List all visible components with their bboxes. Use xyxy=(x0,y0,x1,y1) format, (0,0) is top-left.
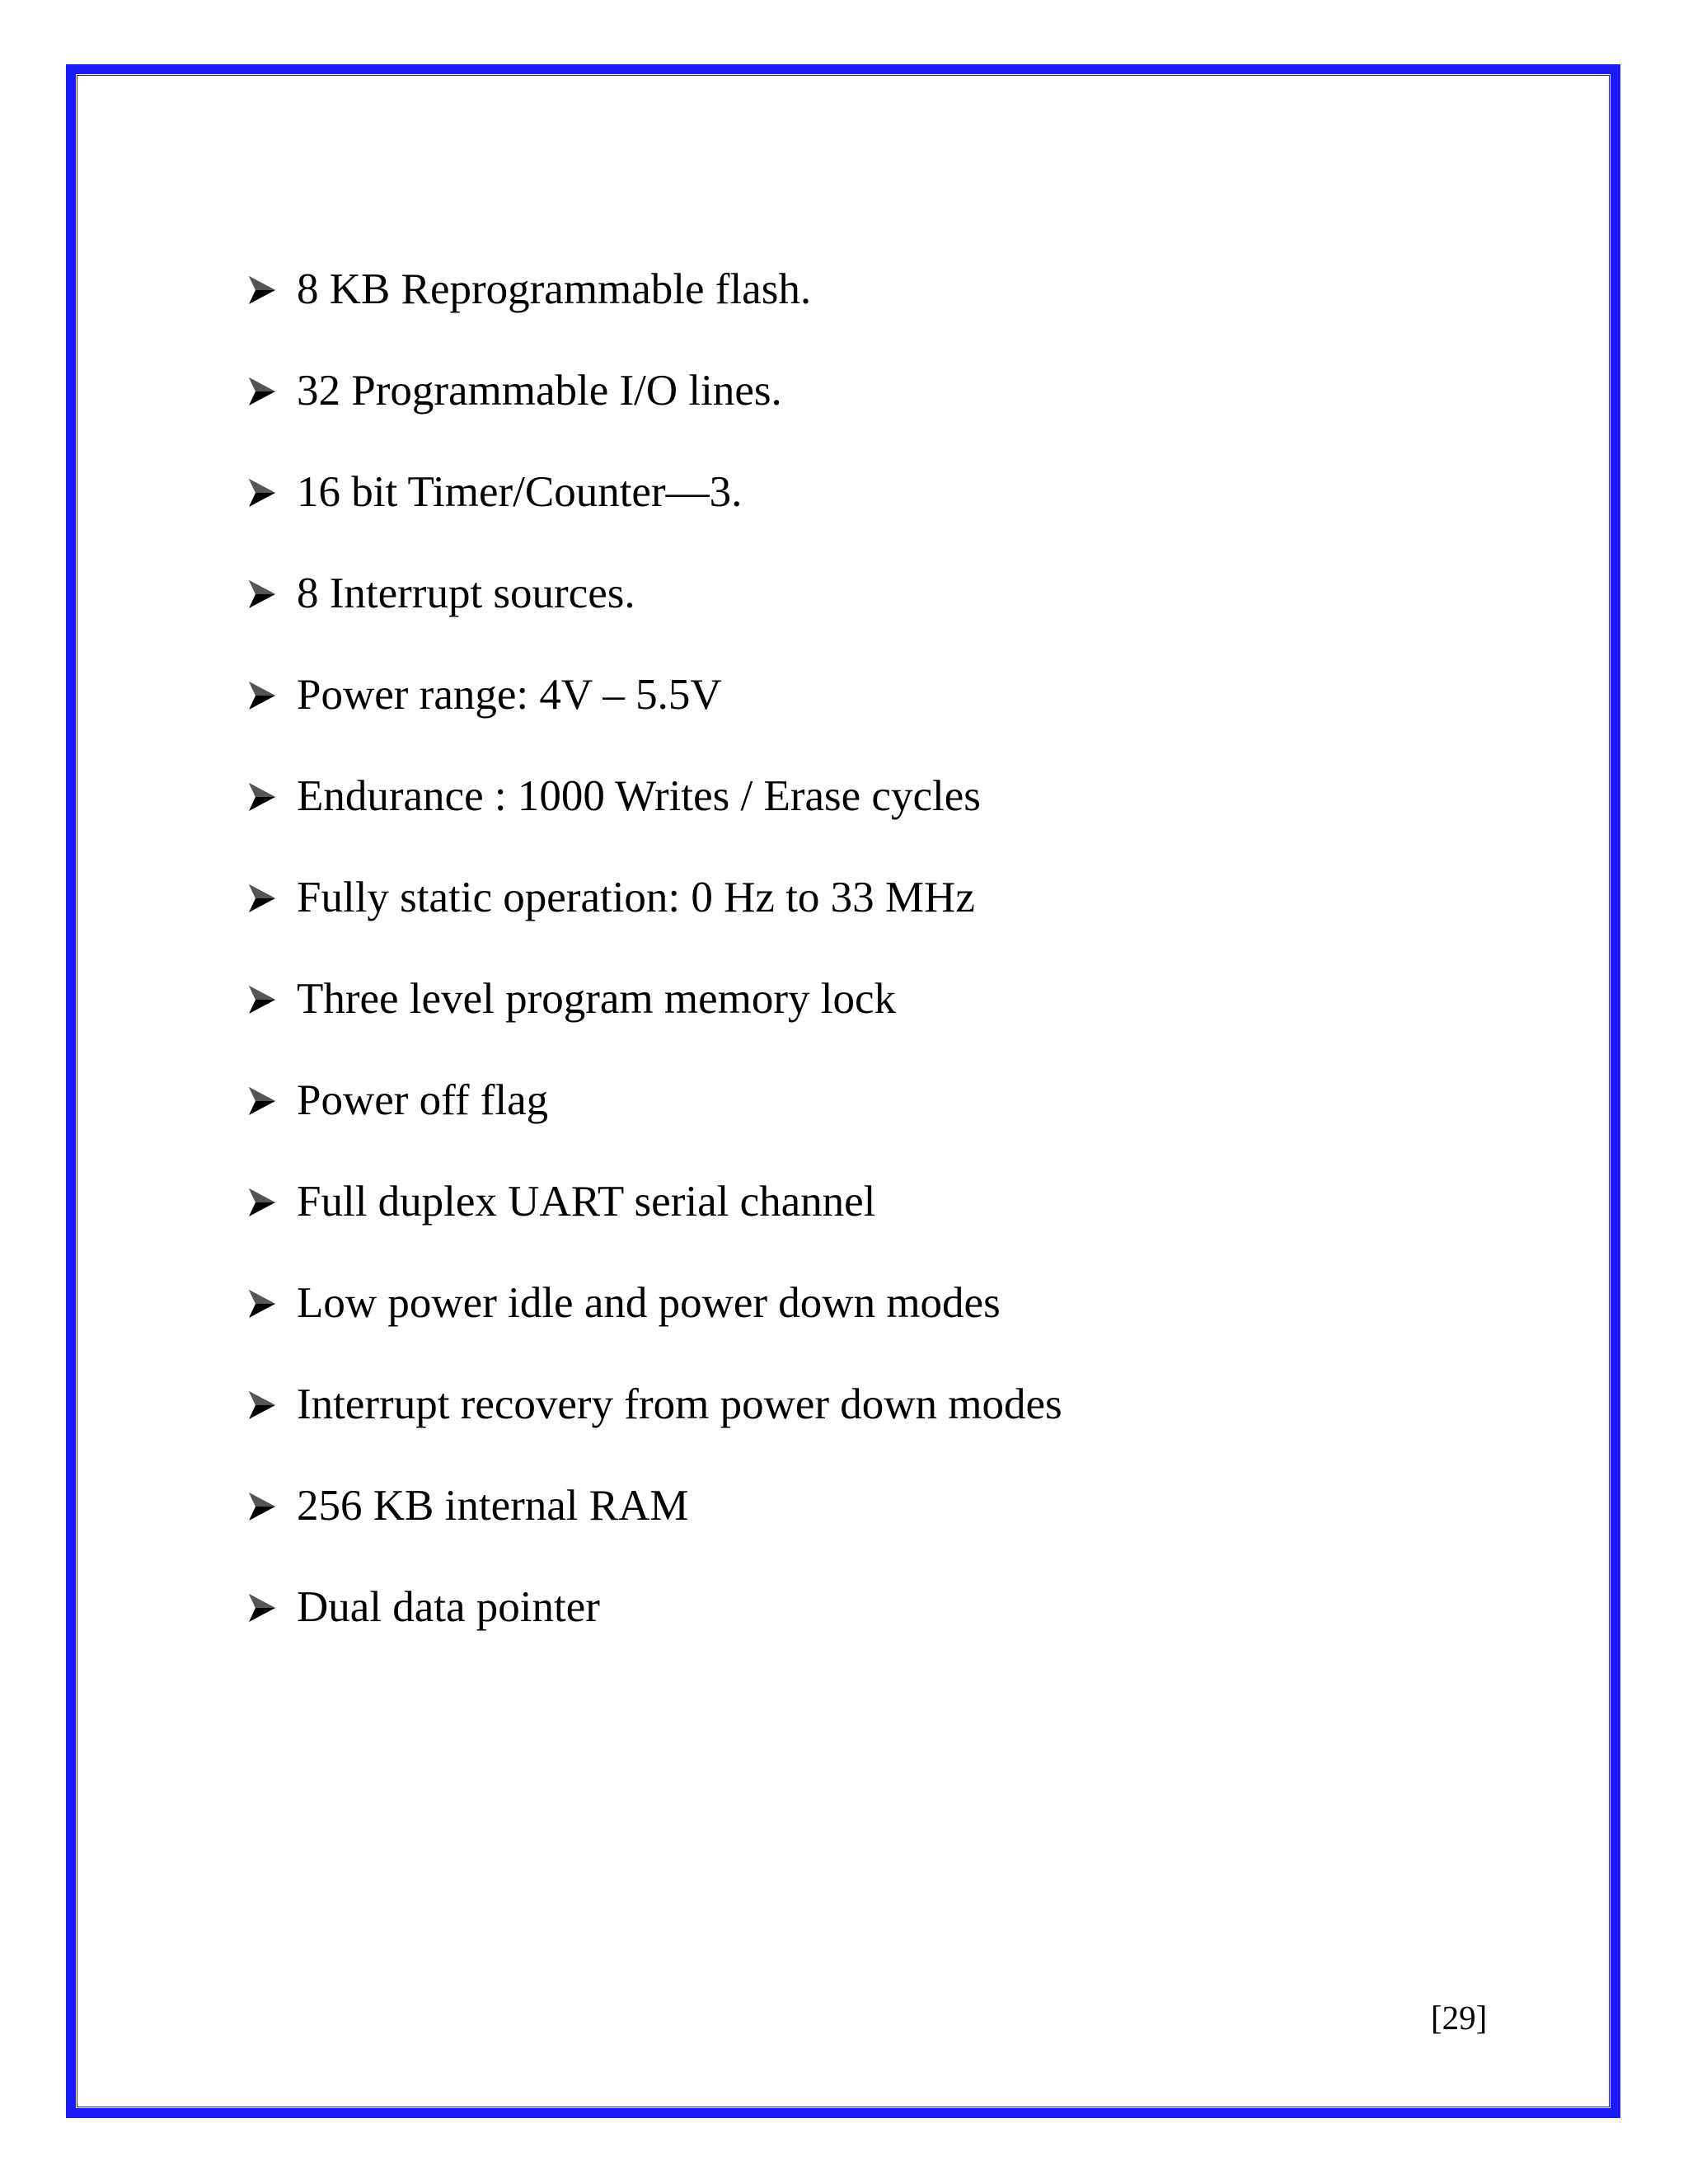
list-item xyxy=(247,543,1062,644)
feature-text: Interrupt recovery from power down modes xyxy=(297,1380,1062,1428)
list-item xyxy=(247,340,1062,442)
arrowhead-bullet-icon xyxy=(247,376,277,407)
feature-text: Low power idle and power down modes xyxy=(297,1279,1001,1327)
feature-text: Power range: 4V – 5.5V xyxy=(297,671,722,719)
list-item xyxy=(247,1253,1062,1354)
arrowhead-bullet-icon xyxy=(247,477,277,509)
feature-text: 16 bit Timer/Counter—3. xyxy=(297,468,743,516)
feature-text: Endurance : 1000 Writes / Erase cycles xyxy=(297,772,981,820)
feature-text: Fully static operation: 0 Hz to 33 MHz xyxy=(297,874,975,921)
feature-list xyxy=(247,239,1062,1658)
list-item xyxy=(247,746,1062,847)
arrowhead-bullet-icon xyxy=(247,883,277,914)
list-item xyxy=(247,1455,1062,1557)
arrowhead-bullet-icon xyxy=(247,680,277,711)
page-number: [29] xyxy=(1431,1999,1488,2036)
arrowhead-bullet-icon xyxy=(247,1390,277,1421)
list-item xyxy=(247,1151,1062,1253)
arrowhead-bullet-icon xyxy=(247,1187,277,1218)
feature-text: Power off flag xyxy=(297,1076,549,1124)
list-item xyxy=(247,1557,1062,1658)
arrowhead-bullet-icon xyxy=(247,781,277,813)
arrowhead-bullet-icon xyxy=(247,1491,277,1522)
arrowhead-bullet-icon xyxy=(247,1288,277,1319)
list-item xyxy=(247,949,1062,1050)
feature-text: 32 Programmable I/O lines. xyxy=(297,367,782,415)
list-item xyxy=(247,644,1062,746)
feature-text: Dual data pointer xyxy=(297,1583,600,1631)
arrowhead-bullet-icon xyxy=(247,274,277,306)
feature-text: 8 KB Reprogrammable flash. xyxy=(297,265,812,313)
arrowhead-bullet-icon xyxy=(247,1085,277,1117)
list-item xyxy=(247,442,1062,543)
arrowhead-bullet-icon xyxy=(247,579,277,610)
feature-text: 8 Interrupt sources. xyxy=(297,569,635,617)
feature-text: Full duplex UART serial channel xyxy=(297,1178,876,1226)
list-item xyxy=(247,239,1062,340)
feature-text: 256 KB internal RAM xyxy=(297,1482,689,1530)
list-item xyxy=(247,847,1062,949)
list-item xyxy=(247,1050,1062,1151)
list-item xyxy=(247,1354,1062,1455)
feature-text: Three level program memory lock xyxy=(297,975,896,1023)
arrowhead-bullet-icon xyxy=(247,984,277,1015)
arrowhead-bullet-icon xyxy=(247,1592,277,1624)
